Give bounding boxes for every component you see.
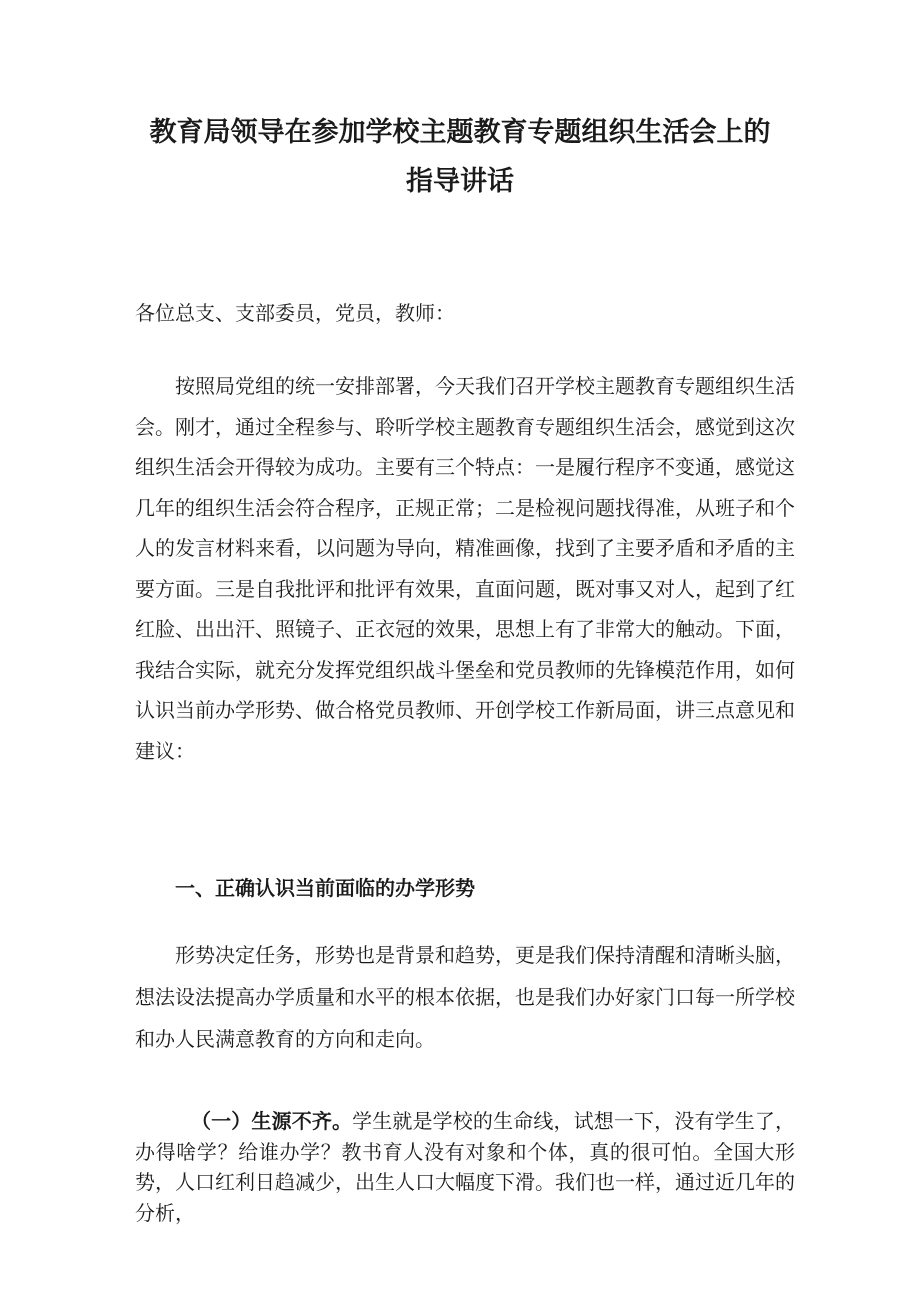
document-title-line2: 指导讲话 (406, 166, 514, 197)
section-heading-1: 一、正确认识当前面临的办学形势 (175, 876, 475, 900)
paragraph-student-source (135, 1106, 795, 1228)
salutation: 各位总支、支部委员，党员，教师： (135, 301, 455, 325)
document-title-line1: 教育局领导在参加学校主题教育专题组织生活会上的 (149, 117, 771, 148)
subheading-student-source: （一）生源不齐。 (191, 1109, 353, 1133)
paragraph-opening: 按照局党组的统一安排部署，今天我们召开学校主题教育专题组织生活会。刚才，通过全程参与、聆听学校主题教育专题组织生活会，感觉到这次组织生活会开得较为成功。主要有三个特点：一是履行程序不变通，感觉这几年的组织生活会符合程序，正规正常；二是检视问题找得准，从班子和个人的发言材料来看，以问题为导向，精准画像，找到了主要矛盾和矛盾的主要方面。三是自我批评和批评有效果，直面问题，既对事又对人，起到了红红脸、出出汗、照镜子、正衣冠的效果，思想上有了非常大的触动。下面，我结合实际，就充分发挥党组织战斗堡垒和党员教师的先锋模范作用，如何认识当前办学形势、做合格党员教师、开创学校工作新局面，讲三点意见和建议： (135, 374, 795, 763)
paragraph-situation: 形势决定任务，形势也是背景和趋势，更是我们保持清醒和清晰头脑，想法设法提高办学质量和水平的根本依据，也是我们办好家门口每一所学校和办人民满意教育的方向和走向。 (135, 943, 795, 1051)
paragraph-student-source-body: 学生就是学校的生命线，试想一下，没有学生了，办得啥学？给谁办学？教书育人没有对象和个体，真的很可怕。全国大形势，人口红利日趋减少，出生人口大幅度下滑。我们也一样，通过近几年的分析， (135, 1109, 796, 1225)
